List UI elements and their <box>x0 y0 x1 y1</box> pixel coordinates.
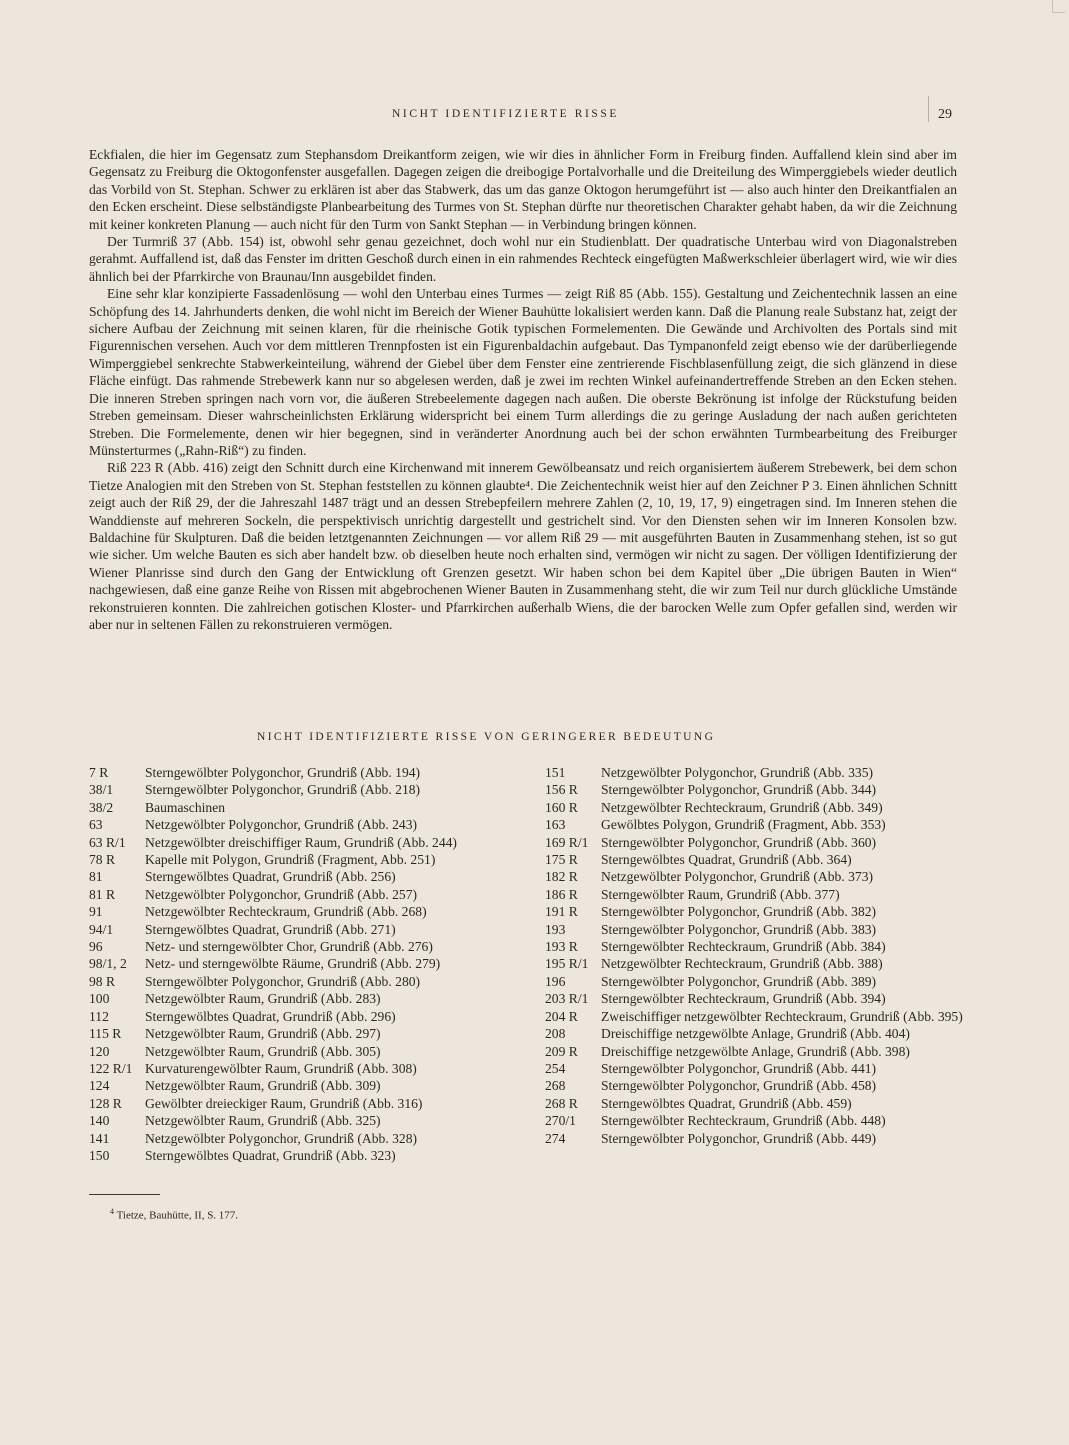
paragraph-2: Der Turmriß 37 (Abb. 154) ist, obwohl sehr genau gezeichnet, doch wohl nur ein Studienblatt. Der quadratische Unterbau wird von Diagonalstreben gerahmt. Auffallend ist, daß das Fenster im dritten Geschoß durch einen in ein rahmendes Rechteck eingefügten Maßwerkschleier überlagert wird, wie wir dies ähnlich bei der Pfarrkirche von Braunau/Inn ausgebildet finden. <box>89 234 957 284</box>
item-description: Kurvaturengewölbter Raum, Grundriß (Abb. 308) <box>145 1060 417 1076</box>
item-description: Netzgewölbter Polygonchor, Grundriß (Abb. 257) <box>145 886 418 902</box>
item-number: 270/1 <box>545 1113 576 1129</box>
item-description: Dreischiffige netzgewölbte Anlage, Grundriß (Abb. 398) <box>601 1043 910 1059</box>
item-number: 196 <box>545 973 566 989</box>
item-number: 209 R <box>545 1043 578 1059</box>
item-number: 78 R <box>89 852 116 868</box>
list-left-column <box>89 764 509 1164</box>
list-item <box>89 990 509 1007</box>
item-number: 254 <box>545 1060 566 1076</box>
item-number: 115 R <box>89 1026 122 1042</box>
item-number: 193 R <box>545 939 578 955</box>
list-item <box>545 973 965 990</box>
item-description: Sterngewölbter Polygonchor, Grundriß (Abb. 382) <box>601 904 877 920</box>
item-description: Sterngewölbter Rechteckraum, Grundriß (Abb. 394) <box>601 991 886 1007</box>
item-description: Sterngewölbter Rechteckraum, Grundriß (Abb. 448) <box>601 1113 886 1129</box>
running-title: NICHT IDENTIFIZIERTE RISSE <box>392 108 620 120</box>
item-number: 120 <box>89 1043 110 1059</box>
item-description: Netzgewölbter Polygonchor, Grundriß (Abb. 373) <box>601 869 874 885</box>
item-number: 112 <box>89 1008 109 1024</box>
item-number: 38/1 <box>89 782 114 798</box>
item-description: Sterngewölbtes Quadrat, Grundriß (Abb. 323) <box>145 1147 396 1163</box>
item-number: 160 R <box>545 799 578 815</box>
item-description: Sterngewölbter Polygonchor, Grundriß (Abb. 458) <box>601 1078 877 1094</box>
list-item <box>89 1060 509 1077</box>
list-item <box>545 799 965 816</box>
footnote-marker: 4 <box>110 1207 114 1216</box>
list-item <box>89 1077 509 1094</box>
list-item <box>545 990 965 1007</box>
body-text <box>89 146 957 633</box>
item-number: 91 <box>89 904 103 920</box>
item-description: Netzgewölbter Polygonchor, Grundriß (Abb. 328) <box>145 1130 418 1146</box>
item-number: 186 R <box>545 886 578 902</box>
item-description: Sterngewölbtes Quadrat, Grundriß (Abb. 271) <box>145 921 396 937</box>
item-description: Netzgewölbter Raum, Grundriß (Abb. 305) <box>145 1043 381 1059</box>
item-description: Sterngewölbter Polygonchor, Grundriß (Abb. 194) <box>145 765 421 780</box>
item-number: 141 <box>89 1130 110 1146</box>
paragraph-4: Riß 223 R (Abb. 416) zeigt den Schnitt durch eine Kirchenwand mit innerem Gewölbeansatz und reich organisiertem äußerem Strebewerk, bei dem schon Tietze Analogien mit den Streben von St. Stephan feststellen zu können glaubte⁴. Die Zeichentechnik weist hier auf den Zeichner P 3. Einen ähnlichen Schnitt zeigt auch der Riß 29, der die Jahreszahl 1487 trägt und an dessen Strebepfeilern mehrere Zahlen (2, 10, 19, 17, 9) eingetragen sind. Im Inneren stehen die Wanddienste auf mehreren Sockeln, die perspektivisch unrichtig dargestellt und gestrichelt sind. Vor den Diensten sehen wir im Inneren Konsolen bzw. Baldachine für Skulpturen. Daß die beiden letztgenannten Zeichnungen — vor allem Riß 29 — mit ausgeführten Bauten in Zusammenhang stehen, ist so gut wie sicher. Um welche Bauten es sich aber handelt bzw. ob dieselben heute noch erhalten sind, vermögen wir nicht zu sagen. Der völligen Identifizierung der Wiener Planrisse sind durch den Gang der Entwicklung oft Grenzen gesetzt. Wir haben schon bei dem Kapitel über „Die übrigen Bauten in Wien“ nachgewiesen, daß eine ganze Reihe von Rissen mit abgebrochenen Wiener Bauten in Zusammenhang steht, die wir zum Teil nur durch glückliche Umstände rekonstruieren konnten. Die zahlreichen gotischen Kloster- und Pfarrkirchen außerhalb Wiens, die der barocken Welle zum Opfer gefallen sind, werden wir aber nur in seltenen Fällen zu rekonstruieren vermögen. <box>89 460 957 632</box>
footnote <box>110 1207 238 1222</box>
item-description: Netzgewölbter Raum, Grundriß (Abb. 325) <box>145 1113 381 1129</box>
list-item <box>89 764 509 781</box>
list-item <box>545 903 965 920</box>
item-number: 96 <box>89 939 103 955</box>
list-item <box>545 955 965 972</box>
item-description: Netzgewölbter Rechteckraum, Grundriß (Abb. 349) <box>601 799 883 815</box>
list-item <box>545 851 965 868</box>
list-item <box>89 903 509 920</box>
list-item <box>89 851 509 868</box>
item-description: Sterngewölbter Raum, Grundriß (Abb. 377) <box>601 886 840 902</box>
item-description: Gewölbtes Polygon, Grundriß (Fragment, Abb. 353) <box>601 817 886 833</box>
item-number: 268 <box>545 1078 566 1094</box>
list-item <box>89 938 509 955</box>
item-description: Netz- und sterngewölbter Chor, Grundriß (Abb. 276) <box>145 939 433 955</box>
list-item <box>545 781 965 798</box>
item-description: Netzgewölbter Polygonchor, Grundriß (Abb. 243) <box>145 817 418 833</box>
item-description: Sterngewölbter Polygonchor, Grundriß (Abb. 441) <box>601 1060 877 1076</box>
item-description: Sterngewölbtes Quadrat, Grundriß (Abb. 256) <box>145 869 396 885</box>
item-number: 274 <box>545 1130 566 1146</box>
paragraph-3: Eine sehr klar konzipierte Fassadenlösung — wohl den Unterbau eines Turmes — zeigt Riß 85 (Abb. 155). Gestaltung und Zeichentechnik lassen an eine Schöpfung des 14. Jahrhunderts denken, die wohl nicht im Bereich der Wiener Bauhütte lokalisiert werden kann. Daß die Planung reale Substanz hat, zeigt der sichere Aufbau der Zeichnung mit seinen klaren, für die rheinische Gotik typischen Formelementen. Die Gewände und Archivolten des Portals sind mit Figurennischen versehen. Auch vor dem mittleren Trennpfosten ist ein Figurenbaldachin aufgebaut. Das Tympanonfeld zeigt ebenso wie der darüberliegende Wimperggiebel senkrechte Stabwerkeinteilung, während der Giebel über dem Fenster eine zentrierende Fischblasenfüllung zeigt, die sich glänzend in diese Fläche einfügt. Das rahmende Strebewerk kann nur so abgelesen werden, daß je zwei im rechten Winkel aufeinandertreffende Streben an den Ecken stehen. Die inneren Streben springen nach vorn vor, die äußeren Strebeelemente dagegen nach außen. Die oberste Bekrönung ist infolge der Rückstufung beiden Streben gemeinsam. Dieser wahrscheinlichsten Erklärung widerspricht bei einem Turm allerdings die zu geringe Ausladung der nach außen gerichteten Streben. Die Formelemente, denen wir hier begegnen, sind in veränderter Anordnung auch bei der schon erwähnten Turmbearbeitung des Freiburger Münsterturmes („Rahn-Riß“) zu finden. <box>89 286 957 458</box>
item-description: Netzgewölbter dreischiffiger Raum, Grundriß (Abb. 244) <box>145 834 457 850</box>
item-number: 151 <box>545 765 566 780</box>
list-item <box>89 834 509 851</box>
item-number: 208 <box>545 1026 566 1042</box>
list-item <box>89 1130 509 1147</box>
item-description: Netzgewölbter Raum, Grundriß (Abb. 283) <box>145 991 381 1007</box>
list-item <box>545 1130 965 1147</box>
list-item <box>545 1077 965 1094</box>
paragraph-1: Eckfialen, die hier im Gegensatz zum Stephansdom Dreikantform zeigen, wie wir dies in ähnlicher Form in Freiburg finden. Auffallend klein sind aber im Gegensatz zu Freiburg die Oktogonfenster ausgefallen. Dagegen zeigen die dreibogige Portalvorhalle und die Dreiteilung des Wimperggiebels wieder deutlich das Vorbild von St. Stephan. Schwer zu erklären ist aber das Stabwerk, das um das ganze Oktogon herumgeführt ist — also auch hinter den Dreikantfialen an den Ecken erscheint. Diese selbständigste Planbearbeitung des Turmes von St. Stephan dürfte nur theoretischen Charakter gehabt haben, da wir die Zeichnung mit keiner konkreten Planung — auch nicht für den Turm von Sankt Stephan — in Verbindung bringen können. <box>89 147 957 232</box>
item-description: Netzgewölbter Raum, Grundriß (Abb. 309) <box>145 1078 381 1094</box>
list-item <box>545 1060 965 1077</box>
item-number: 63 <box>89 817 103 833</box>
list-item <box>545 1112 965 1129</box>
item-description: Dreischiffige netzgewölbte Anlage, Grundriß (Abb. 404) <box>601 1026 910 1042</box>
item-description: Sterngewölbtes Quadrat, Grundriß (Abb. 459) <box>601 1095 852 1111</box>
item-description: Gewölbter dreieckiger Raum, Grundriß (Abb. 316) <box>145 1095 423 1111</box>
item-description: Sterngewölbter Polygonchor, Grundriß (Abb. 218) <box>145 782 421 798</box>
list-item <box>89 973 509 990</box>
item-number: 163 <box>545 817 566 833</box>
item-description: Sterngewölbtes Quadrat, Grundriß (Abb. 296) <box>145 1008 396 1024</box>
item-description: Sterngewölbtes Quadrat, Grundriß (Abb. 364) <box>601 852 852 868</box>
item-number: 203 R/1 <box>545 991 589 1007</box>
item-number: 140 <box>89 1113 110 1129</box>
list-item <box>89 886 509 903</box>
item-description: Netzgewölbter Polygonchor, Grundriß (Abb. 335) <box>601 765 874 780</box>
item-description: Sterngewölbter Polygonchor, Grundriß (Abb. 360) <box>601 834 877 850</box>
list-heading: NICHT IDENTIFIZIERTE RISSE VON GERINGERER BEDEUTUNG <box>257 731 716 743</box>
list-item <box>89 868 509 885</box>
list-item <box>89 921 509 938</box>
item-description: Sterngewölbter Polygonchor, Grundriß (Abb. 280) <box>145 973 421 989</box>
item-number: 100 <box>89 991 110 1007</box>
item-number: 81 <box>89 869 103 885</box>
footnote-rule <box>89 1194 160 1195</box>
list-right-column <box>545 764 965 1147</box>
list-item <box>545 938 965 955</box>
item-description: Kapelle mit Polygon, Grundriß (Fragment, Abb. 251) <box>145 852 436 868</box>
list-item <box>545 1043 965 1060</box>
item-number: 169 R/1 <box>545 834 589 850</box>
footnote-text: Tietze, Bauhütte, II, S. 177. <box>116 1209 239 1222</box>
list-item <box>545 1025 965 1042</box>
item-description: Sterngewölbter Polygonchor, Grundriß (Abb. 344) <box>601 782 877 798</box>
item-number: 191 R <box>545 904 578 920</box>
list-item <box>89 1025 509 1042</box>
item-description: Netzgewölbter Rechteckraum, Grundriß (Abb. 268) <box>145 904 427 920</box>
item-description: Sterngewölbter Polygonchor, Grundriß (Abb. 449) <box>601 1130 877 1146</box>
item-number: 268 R <box>545 1095 578 1111</box>
item-number: 122 R/1 <box>89 1060 133 1076</box>
item-number: 182 R <box>545 869 578 885</box>
item-number: 98/1, 2 <box>89 956 127 972</box>
list-item <box>545 868 965 885</box>
list-item <box>545 764 965 781</box>
list-item <box>545 834 965 851</box>
list-item <box>89 1112 509 1129</box>
running-head <box>0 108 1069 128</box>
item-description: Baumaschinen <box>145 799 226 815</box>
item-number: 195 R/1 <box>545 956 589 972</box>
list-item <box>545 886 965 903</box>
item-number: 193 <box>545 921 566 937</box>
item-number: 124 <box>89 1078 110 1094</box>
item-description: Netzgewölbter Rechteckraum, Grundriß (Abb. 388) <box>601 956 883 972</box>
list-item <box>89 781 509 798</box>
item-number: 81 R <box>89 886 116 902</box>
list-item <box>89 1095 509 1112</box>
item-description: Sterngewölbter Rechteckraum, Grundriß (Abb. 384) <box>601 939 886 955</box>
item-description: Netzgewölbter Raum, Grundriß (Abb. 297) <box>145 1026 381 1042</box>
item-number: 94/1 <box>89 921 114 937</box>
list-item <box>89 1147 509 1164</box>
corner-mark <box>1052 0 1065 13</box>
list-item <box>89 816 509 833</box>
list-item <box>89 1008 509 1025</box>
item-number: 98 R <box>89 973 116 989</box>
list-item <box>89 1043 509 1060</box>
item-number: 63 R/1 <box>89 834 126 850</box>
item-number: 7 R <box>89 765 109 780</box>
item-description: Zweischiffiger netzgewölbter Rechteckraum, Grundriß (Abb. 395) <box>601 1008 963 1024</box>
item-number: 175 R <box>545 852 578 868</box>
list-item <box>89 799 509 816</box>
item-description: Sterngewölbter Polygonchor, Grundriß (Abb. 383) <box>601 921 877 937</box>
item-description: Netz- und sterngewölbte Räume, Grundriß (Abb. 279) <box>145 956 441 972</box>
list-item <box>89 955 509 972</box>
item-number: 150 <box>89 1147 110 1163</box>
list-item <box>545 921 965 938</box>
page-number: 29 <box>938 107 952 122</box>
item-number: 38/2 <box>89 799 114 815</box>
item-description: Sterngewölbter Polygonchor, Grundriß (Abb. 389) <box>601 973 877 989</box>
list-item <box>545 1008 965 1025</box>
item-number: 156 R <box>545 782 578 798</box>
item-number: 128 R <box>89 1095 122 1111</box>
list-item <box>545 816 965 833</box>
list-item <box>545 1095 965 1112</box>
item-number: 204 R <box>545 1008 578 1024</box>
